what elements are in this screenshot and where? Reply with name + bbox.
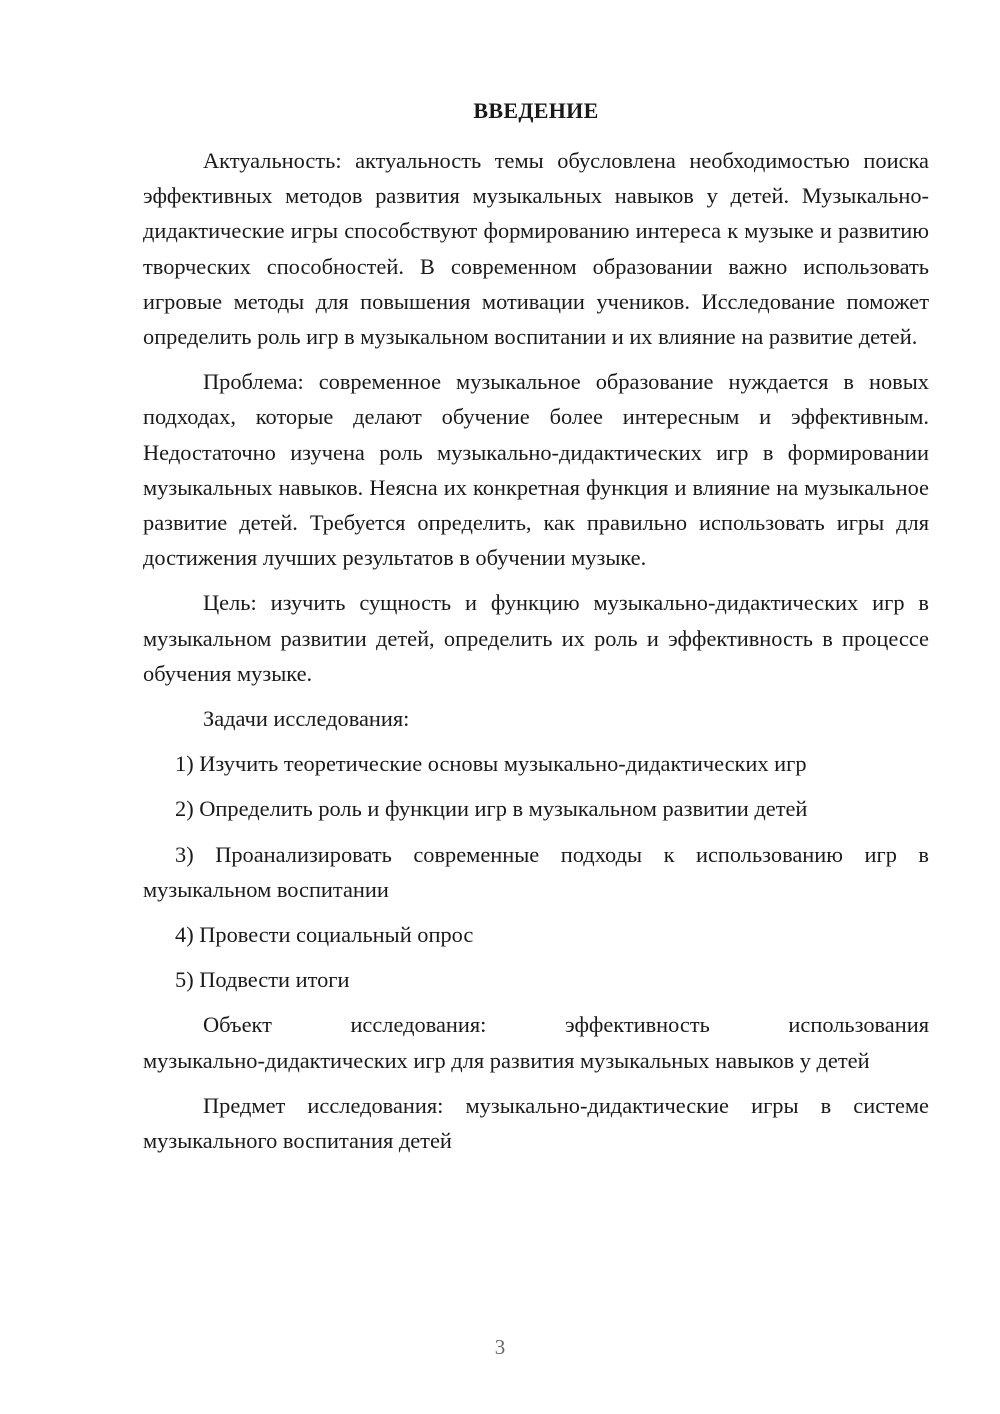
- task-item-3: 3) Проанализировать современные подходы к использованию игр в музыкальном воспитании: [143, 841, 929, 902]
- paragraph-problem: Проблема: современное музыкальное образование нуждается в новых подходах, которые делают обучение более интересным и эффективным. Недостаточно изучена роль музыкально-дидактических игр в формировании музыкальных навыков. Неясна их конкретная функция и влияние на музыкальное развитие детей. Требуется определить, как правильно использовать игры для достижения лучших результатов в обучении музыке.: [143, 369, 929, 571]
- task-item-4: 4) Провести социальный опрос: [175, 922, 474, 948]
- object-first-line: Объект исследования: эффективность использования: [203, 1012, 929, 1038]
- paragraph-goal: Цель: изучить сущность и функцию музыкально-дидактических игр в музыкальном развитии детей, определить их роль и эффективность в процессе обучения музыке.: [143, 590, 929, 686]
- task-item-1: 1) Изучить теоретические основы музыкально-дидактических игр: [175, 751, 807, 777]
- object-rest: музыкально-дидактических игр для развития музыкальных навыков у детей: [143, 1047, 870, 1073]
- task-item-5: 5) Подвести итоги: [175, 967, 350, 993]
- document-body: [143, 143, 929, 1168]
- section-title: ВВЕДЕНИЕ: [473, 98, 599, 123]
- paragraph-object: [143, 1007, 929, 1077]
- paragraph-subject: Предмет исследования: музыкально-дидактические игры в системе музыкального воспитания детей: [143, 1092, 929, 1154]
- page-number: 3: [494, 1335, 506, 1359]
- task-item-2: 2) Определить роль и функции игр в музыкальном развитии детей: [175, 796, 808, 822]
- tasks-heading: Задачи исследования:: [203, 706, 410, 732]
- paragraph-relevance: Актуальность: актуальность темы обусловлена необходимостью поиска эффективных методов развития музыкальных навыков у детей. Музыкально-дидактические игры способствуют формированию интереса к музыке и развитию творческих способностей. В современном образовании важно использовать игровые методы для повышения мотивации учеников. Исследование поможет определить роль игр в музыкальном воспитании и их влияние на развитие детей.: [143, 148, 929, 350]
